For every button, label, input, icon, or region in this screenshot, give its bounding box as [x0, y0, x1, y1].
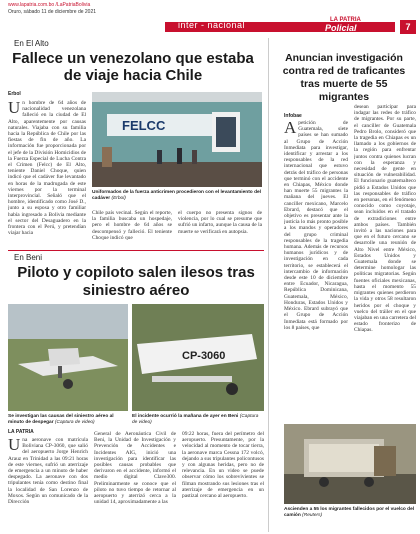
story2-column-1: Una aeronave con matrícula Boliviana CP-3060, que salió del aeropuerto Jorge Henrich Arauz en Trinidad a las 09:21 horas de este viernes, sufrió un aterrizaje de emergencia a un minuto de haber despegado. La aeronave con dos tripulantes tenía como destino final la localidad de San Lorenzo de Moxos. Según un comunicado de la Dirección	[8, 437, 88, 506]
story2-byline: LA PATRIA	[8, 429, 34, 435]
story3-photo-caption	[284, 507, 416, 518]
story1-column-2: Chile país vecinal. Según el reporte, la familia buscaba un hospedaje, pero el hombre de 64 años se descompensó y falleció. El teniente Choque indicó que	[92, 210, 172, 241]
caption-credit: (Captura de video)	[132, 414, 259, 425]
story1-kicker: En El Alto	[14, 39, 49, 48]
building-photo	[92, 92, 262, 187]
plane-wreck-photo	[8, 304, 128, 411]
felcc-sign: FELCC	[122, 118, 166, 133]
caption-credit: (Reuters)	[302, 512, 323, 518]
column-divider	[268, 38, 269, 532]
section-label: inter - nacional	[178, 20, 246, 30]
caption-text: Se investigan las causas del siniestro aéreo al minuto de despegar	[8, 414, 114, 425]
caption-text: El incidente ocurrió la mañana de ayer en Beni	[132, 414, 239, 419]
divider	[8, 250, 264, 251]
story3-headline: Anuncian investigación contra red de traficantes tras muerte de 55 migrantes	[282, 52, 406, 103]
truck-crash-photo	[284, 424, 416, 504]
story2-headline: Piloto y copiloto salen ilesos tras siniestro aéreo	[17, 264, 255, 299]
story2-photo-1-caption	[8, 414, 128, 425]
story2-column-2: General de Aeronáutica Civil de Beni, la Unidad de Investigación y Prevención de Accidentes e Incidentes AIG, inició una investigación para identificar las posibles causas probables que derivaron en el accidente, informó el medio digital Clave300. Preliminarmente se conoce que el piloto no tuvo tiempo de retornar al aeropuerto y aterrizó cerca a la unidad 14, aproximadamente a las	[94, 431, 176, 506]
caption-text: Uniformados de la fuerza anticrimen procedieron con el levantamiento del cadáver	[92, 190, 261, 201]
story1-byline: Erbol	[8, 91, 21, 97]
story1-headline: Fallece un venezolano que estaba de viaje hacia Chile	[12, 50, 254, 84]
page-number: 7	[400, 20, 416, 34]
story2-photo-2	[132, 304, 264, 411]
story2-photo-1	[8, 304, 128, 411]
logo-top: LA PATRIA	[330, 17, 361, 23]
plane-overturned-photo	[132, 304, 264, 411]
story1-photo-caption	[92, 190, 262, 201]
dropcap: U	[8, 437, 21, 454]
caption-credit: (Erbol)	[111, 195, 126, 201]
story1-column-3: el cuerpo no presenta signos de violencia, por lo cual se presume que sufrió un infarto, aunque la causa de la muerte se verificará en autopsia.	[178, 210, 262, 235]
edition-date: Oruro, sábado 11 de diciembre de 2021	[8, 9, 97, 15]
caption-credit: (Captura de video)	[54, 419, 95, 425]
story1-column-1: Un hombre de 64 años de nacionalidad venezolana falleció en la ciudad de El Alto, aparentemente por causas naturales. Viajaba con su familia hacia la República de Chile por las fiestas de fin de año. La información fue proporcionada por el jefe de la División Homicidios de la Fuerza Especial de Lucha Contra el Crimen (Felcc) de El Alto, teniente Daniel Choque, quien indicó que el cadáver fue levantado en horas de la madrugada de este viernes por la terminal interprovincial. Señaló que el hombre, identificado como José D., junto a su esposa y otro familiar había ingresado a Bolivia mediante el sector del Desaguadero en la frontera con el Perú, y pretendían viajar hacia	[8, 100, 86, 237]
story3-photo	[284, 424, 416, 504]
story2-column-3: 09:22 horas, fuera del perímetro del aeropuerto. Presuntamente, por la velocidad al momento de tocar tierra, la aeronave marca Cessna 172 volcó, dejando a sus tripulantes policontusos y con algunas heridas, pero no de relevancia. En un video se puede observar cómo los sobrevivientes se filman mostrando sus lesiones tras el aterrizaje de emergencia en un pastizal cercano al aeropuerto.	[182, 431, 264, 500]
story2-photo-2-caption	[132, 414, 264, 425]
story1-photo	[92, 92, 262, 187]
story3-column-2: desean participar para indagar las redes de tráfico de migrantes. Por su parte, el canciller de Guatemala Pedro Brolo, consideró que la tragedia en Chiapas es un llamado a los gobiernos de la región para enfrentar juntos contra quienes lucran con la esperanza y necesidad de gente en situación de vulnerabilidad. El funcionario guatemalteco pidió a Estados Unidos que las responsables de tráfico en personas, en el fenómeno conocido como coyotaje, sean incluidos en el tratado de extradiciones entre ambos países. También invitó a las naciones para que en el futuro cercano se desarrolle una reunión de Alto Nivel entre México, Estados Unidos y Guatemala donde se determine homologar las políticas migratorias. Según fuentes oficiales mexicanas, hasta el momento 55 migrantes quienes perdieron la vida y otros 58 resultaron heridos por el choque y vuelco del tráiler en el que viajaban en una carretera del estado fronterizo de Chiapas.	[354, 104, 416, 334]
story2-kicker: En Beni	[14, 253, 43, 262]
plane-registration: CP-3060	[182, 350, 226, 362]
caption-text: Ascienden a 55 los migrantes fallecidos por el vuelco del camión	[284, 507, 415, 518]
dropcap: U	[8, 100, 21, 117]
logo-bottom: Policial	[325, 23, 357, 33]
dropcap: A	[284, 120, 297, 137]
website-text: www.lapatria.com.bo /LaPatriaBolivia	[8, 2, 91, 8]
story3-column-1: A petición de Guatemala, siete países se han sumado al Grupo de Acción Inmediata para investigar, identificar y arrestar a los responsables de la red internacional que estuvo detrás del tráfico de personas que terminó con el accidente en Chiapas, México donde han muerte 55 migrantes la mañana del jueves. El canciller mexicano, Marcelo Ebrard, destacó que el objetivo es presentar ante la justicia lo más pronto posible a los mandos y operadores del grupo criminal responsables de la tragedia humana. Además de recursos humanos jurídicos y de investigación en cada territorio, se establecerá el intercambio de información desde este 10 de diciembre entre Ecuador, Nicaragua, República Dominicana, Guatemala, México, Honduras, Estados Unidos y México. Ebrard subrayó que el Grupo de Acción Inmediata está formado por los 8 países, que	[284, 120, 348, 331]
story3-byline: Infobae	[284, 113, 302, 119]
